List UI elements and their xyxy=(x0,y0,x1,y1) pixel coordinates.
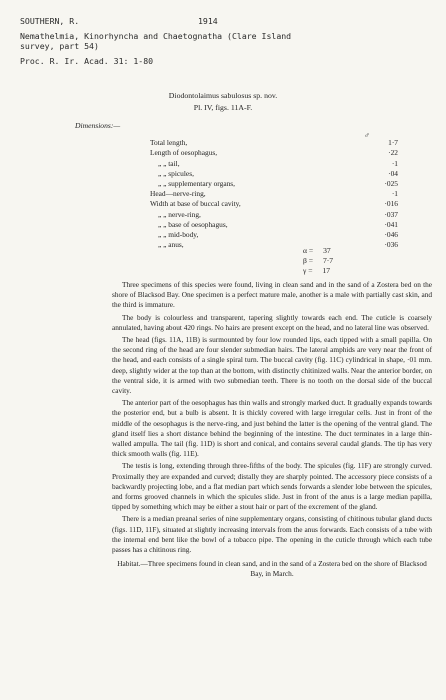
dimensions-title: Dimensions:— xyxy=(75,121,121,130)
table-row: „ „ spicules, ·04 xyxy=(158,168,398,178)
header-author: SOUTHERN, R. xyxy=(20,16,80,26)
paragraph: The head (figs. 11A, 11B) is surmounted by four low rounded lips, each tipped with a small papilla. On the second ring of the head are four slender submedian hairs. The lateral amphids are very near the front of the head, and each consists of a single spiral turn. The buccal cavity (fig. 11C) cylindrical in shape, ·01 mm. deep, slightly wider at the top than at the bottom, with distinctly chitinized walls. Near the anterior border, on the ventral side, it is armed with two submedian teeth. There is no tooth on the dorsal side of the buccal cavity. xyxy=(112,335,432,396)
table-row: „ „ nerve-ring, ·037 xyxy=(158,209,398,219)
table-row: Head—nerve-ring, ·1 xyxy=(150,189,398,199)
header-title-line-2: survey, part 54) xyxy=(20,41,99,51)
paragraph: The body is colourless and transparent, tapering slightly towards each end. The cuticle is coarsely annulated, having about 420 rings. No hairs are present except on the head, and no lateral line was observed. xyxy=(112,312,432,332)
paragraph: The testis is long, extending through three-fifths of the body. The spicules (fig. 11F) are strongly curved. Proximally they are expanded and curved; distally they are sharply pointed. The accessory piece consists of a backwardly projecting lobe, and a flat median part which sends forwards a slender lobe between the spicules, and forms grooved channels in which the spicules slide. Just in front of the anus is a large median papilla, tipped by something which may be either a stout hair or part of the excrement of the gland. xyxy=(112,461,432,512)
table-row: „ „ anus, ·036 xyxy=(158,240,398,250)
body-text xyxy=(112,280,432,557)
table-row: „ „ supplementary organs, ·025 xyxy=(158,178,398,188)
header-title-line-1: Nemathelmia, Kinorhyncha and Chaetognatha (Clare Island xyxy=(20,30,292,41)
table-row: Length of oesophagus, ·22 xyxy=(150,148,398,158)
table-row: „ „ tail, ·1 xyxy=(158,158,398,168)
ratio-gamma: γ = 17 xyxy=(303,266,331,275)
paragraph: There is a median preanal series of nine supplementary organs, consisting of chitinous tubular gland ducts (figs. 11D, 11F), situated at slightly increasing intervals from the anus forwards. Each consists of a tube with the internal end bent like the bowl of a tobacco pipe. The opening in the cuticle through which each tube passes has a chitinous ring. xyxy=(112,514,432,555)
plate-reference: Pl. IV, figs. 11A-F. xyxy=(193,103,253,112)
male-symbol: ♂ xyxy=(364,131,370,140)
species-name: Diodontolaimus sabulosus sp. nov. xyxy=(168,91,278,100)
paragraph: The anterior part of the oesophagus has thin walls and strongly marked duct. It gradually expands towards the posterior end, but a bulb is absent. It is thickly covered with large irregular cells. Just in front of the middle of the oesophagus is the nerve-ring, and just behind the latter is the opening of the ventral gland. The gland itself lies a short distance behind the beginning of the intestine. The duct terminates in a large thin-walled ampulla. The tail (fig. 11D) is short and conical, and contains several caudal glands. The tip has very thick smooth walls (fig. 11E). xyxy=(112,398,432,459)
typed-header xyxy=(20,16,430,66)
header-citation: Proc. R. Ir. Acad. 31: 1-80 xyxy=(20,55,154,66)
habitat-note: Habitat.—Three specimens found in clean sand, and in the sand of a Zostera bed on the shore of Blacksod Bay, in March. xyxy=(117,559,427,579)
paragraph: Three specimens of this species were found, living in clean sand and in the sand of a Zostera bed on the shore of Blacksod Bay. One specimen is a perfect mature male, another is a male with partially cast skin, and the third is immature. xyxy=(112,280,432,310)
dimensions-table xyxy=(150,128,410,250)
ratio-beta: β = 7·7 xyxy=(303,256,334,265)
header-year: 1914 xyxy=(198,16,218,26)
table-row: Width at base of buccal cavity, ·016 xyxy=(150,199,398,209)
ratio-alpha: α = 37 xyxy=(303,246,331,255)
table-row: „ „ mid-body, ·046 xyxy=(158,229,398,239)
table-row: Total length, 1·7 xyxy=(150,138,398,148)
table-row: „ „ base of oesophagus, ·041 xyxy=(158,219,398,229)
